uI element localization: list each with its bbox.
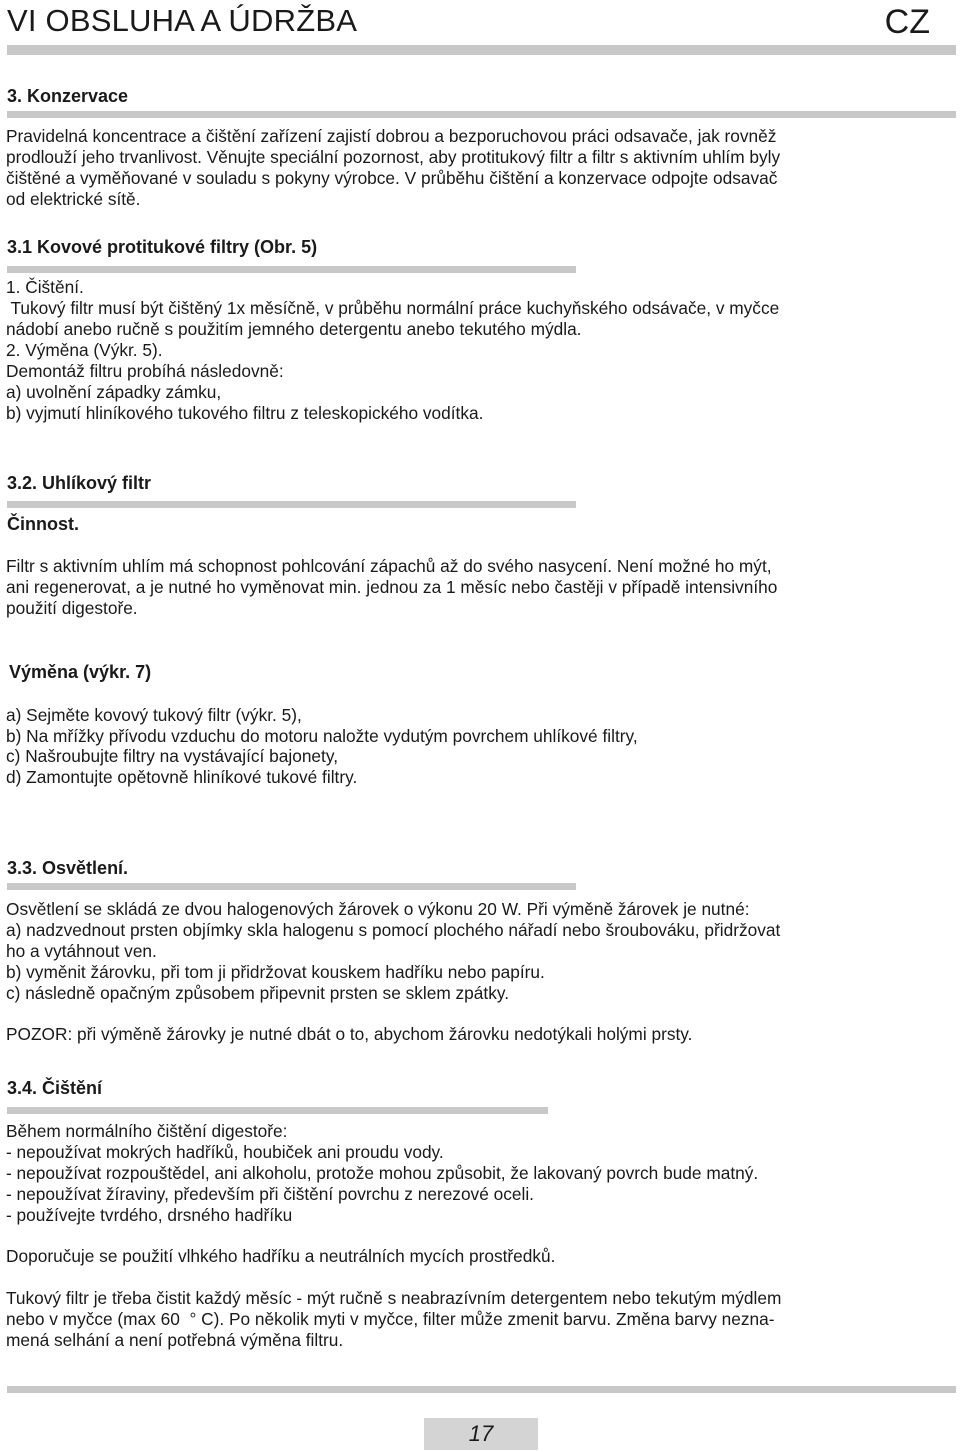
paragraph-line: c) následně opačným způsobem připevnit prsten se sklem zpátky. xyxy=(6,983,509,1003)
language-code: CZ xyxy=(884,3,930,41)
page-title: VI OBSLUHA A ÚDRŽBA xyxy=(7,3,358,38)
paragraph-line: - nepoužívat rozpouštědel, ani alkoholu, protože mohou způsobit, že lakovaný povrch bude matný. xyxy=(6,1163,759,1183)
page-number: 17 xyxy=(468,1421,494,1446)
paragraph-line: nádobí anebo ručně s použitím jemného detergentu anebo tekutého mýdla. xyxy=(6,319,582,339)
section-heading-osvetleni: 3.3. Osvětlení. xyxy=(7,858,129,878)
paragraph-line: Osvětlení se skládá ze dvou halogenových žárovek o výkonu 20 W. Při výměně žárovek je nutné: xyxy=(6,899,750,919)
paragraph-line: b) vyjmutí hliníkového tukového filtru z teleskopického vodítka. xyxy=(6,403,484,423)
replace-step: d) Zamontujte opětovně hliníkové tukové filtry. xyxy=(6,767,358,787)
warning-text: POZOR: při výměně žárovky je nutné dbát o to, abychom žárovku nedotýkali holými prsty. xyxy=(6,1024,693,1044)
paragraph-line: nebo v myčce (max 60 ° C). Po několik myti v myčce, filter může zmenit barvu. Změna barvy nezna- xyxy=(6,1309,775,1329)
intro-line: prodlouží jeho trvanlivost. Věnujte speciální pozornost, aby protitukový filtr a filtr s aktivním uhlím byly xyxy=(6,147,781,167)
replace-step: b) Na mřížky přívodu vzduchu do motoru naložte vydutým povrchem uhlíkové filtry, xyxy=(6,726,638,746)
intro-line: čištěné a vyměňované v souladu s pokyny výrobce. V průběhu čištění a konzervace odpojte odsavač xyxy=(6,168,778,188)
paragraph-line: Tukový filtr musí být čištěný 1x měsíčně, v průběhu normální práce kuchyňského odsávače, v myčce xyxy=(6,298,780,318)
section-divider xyxy=(7,883,576,890)
replace-step: c) Našroubujte filtry na vystávající bajonety, xyxy=(6,746,339,766)
section-divider xyxy=(7,1107,548,1114)
paragraph-line: mená selhání a není potřebná výměna filtru. xyxy=(6,1330,344,1350)
paragraph-line: Tukový filtr je třeba čistit každý měsíc - mýt ručně s neabrazívním detergentem nebo tekutým mýdlem xyxy=(6,1288,782,1308)
paragraph-line: Během normálního čištění digestoře: xyxy=(6,1121,288,1141)
paragraph-line: - nepoužívat žíraviny, především při čištění povrchu z nerezové oceli. xyxy=(6,1184,534,1204)
paragraph-line: - používejte tvrdého, drsného hadříku xyxy=(6,1205,293,1225)
section-heading-cisteni: 3.4. Čištění xyxy=(7,1078,103,1098)
section-heading-konzervace: 3. Konzervace xyxy=(7,86,129,106)
paragraph-line: 1. Čištění. xyxy=(6,277,84,297)
intro-line: Pravidelná koncentrace a čištění zařízení zajistí dobrou a bezporuchovou práci odsavače, jak rovněž xyxy=(6,126,777,146)
paragraph-line: Filtr s aktivním uhlím má schopnost pohlcování zápachů až do svého nasycení. Není možné ho mýt, xyxy=(6,556,772,576)
paragraph-line: a) uvolnění západky zámku, xyxy=(6,382,222,402)
section-heading-kovove-filtry: 3.1 Kovové protitukové filtry (Obr. 5) xyxy=(7,237,318,257)
paragraph-line: b) vyměnit žárovku, při tom ji přidržovat kouskem hadříku nebo papíru. xyxy=(6,962,545,982)
section-divider xyxy=(7,111,956,118)
footer-divider xyxy=(7,1386,956,1393)
header-divider xyxy=(7,45,956,55)
subheading-cinnost: Činnost. xyxy=(7,514,79,534)
subheading-vymena: Výměna (výkr. 7) xyxy=(9,662,152,682)
paragraph-line: ho a vytáhnout ven. xyxy=(6,941,157,961)
paragraph-line: ani regenerovat, a je nutné ho vyměnovat min. jednou za 1 měsíc nebo častěji v případě intensivního xyxy=(6,577,778,597)
intro-line: od elektrické sítě. xyxy=(6,189,141,209)
paragraph-line: a) nadzvednout prsten objímky skla halogenu s pomocí plochého nářadí nebo šroubováku, přidržovat xyxy=(6,920,781,940)
paragraph-line: - nepoužívat mokrých hadříků, houbiček ani proudu vody. xyxy=(6,1142,444,1162)
paragraph-line: 2. Výměna (Výkr. 5). xyxy=(6,340,163,360)
section-divider xyxy=(7,266,576,273)
recommendation-text: Doporučuje se použití vlhkého hadříku a neutrálních mycích prostředků. xyxy=(6,1246,556,1266)
section-divider xyxy=(7,501,576,508)
section-heading-uhlikovy-filtr: 3.2. Uhlíkový filtr xyxy=(7,473,152,493)
paragraph-line: použití digestoře. xyxy=(6,598,138,618)
paragraph-line: Demontáž filtru probíhá následovně: xyxy=(6,361,284,381)
replace-step: a) Sejměte kovový tukový filtr (výkr. 5), xyxy=(6,705,302,725)
